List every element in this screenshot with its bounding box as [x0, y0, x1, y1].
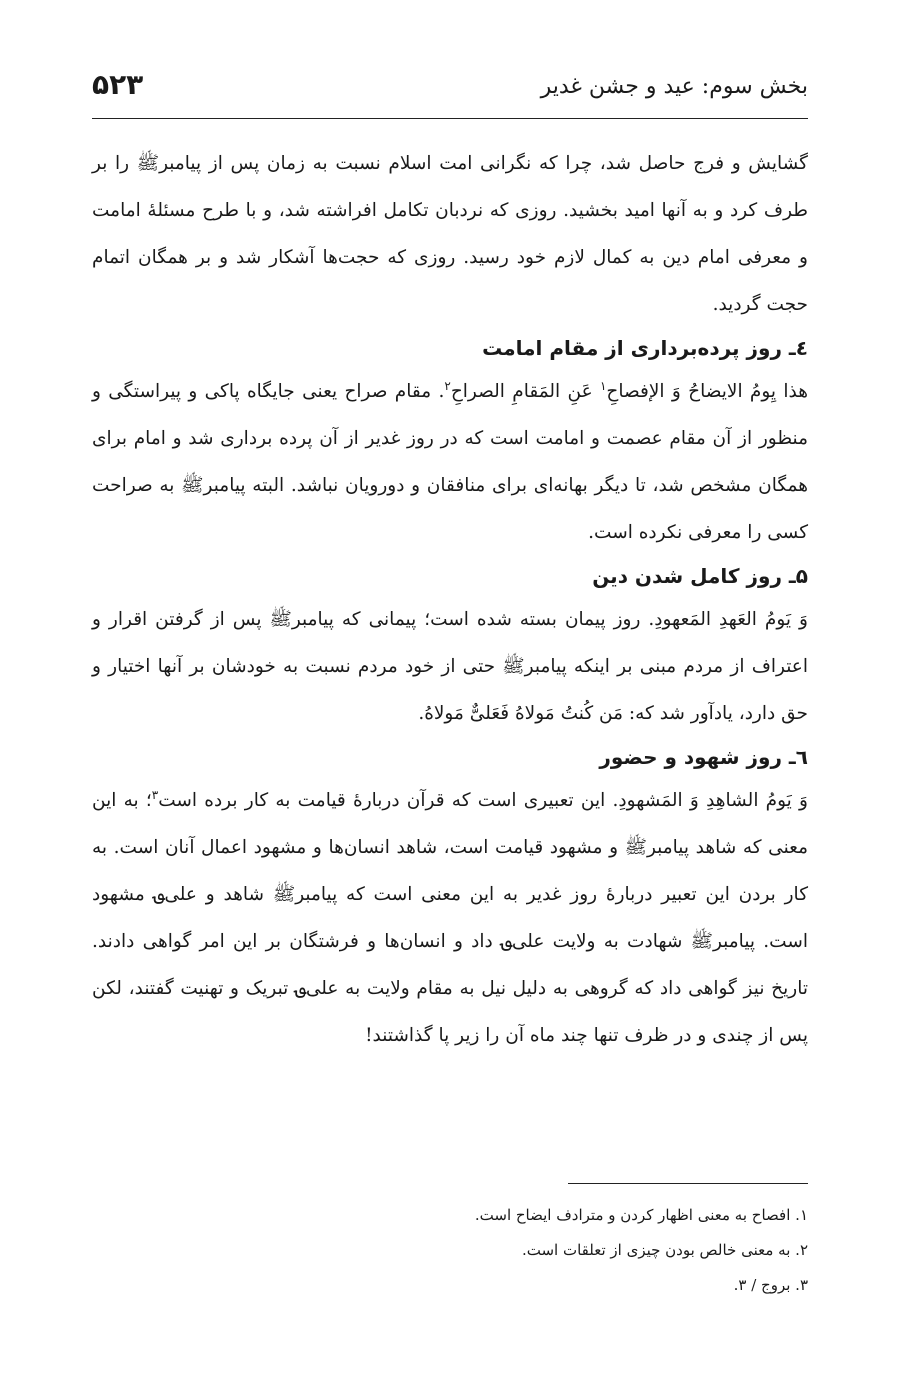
- paragraph-text: . مقام صراح یعنی جایگاه پاکی و پیراستگی و منظور از آن مقام عصمت و امامت است که در روز غدیر از آن پرده برداری شد و امام برای همگان مشخص شد، تا دیگر بهانه‌ای برای منافقان و دورویان نباشد. البته پیامبرﷺ به صراحت کسی را معرفی نکرده است.: [92, 381, 808, 543]
- page-header: [92, 66, 808, 119]
- quote-text: هذا یِومُ الایضاحُ وَ الإفصاحِ: [606, 381, 809, 402]
- paragraph-text-2: ؛ به این معنی که شاهد پیامبرﷺ و مشهود قیامت است، شاهد انسان‌ها و مشهود اعمال آنان است. به کار بردن این تعبیر دربارهٔ روز غدیر به این معنی است که پیامبرﷺ شاهد و علی؈ مشهود است. پیامبرﷺ شهادت به ولایت علی؈ داد و انسان‌ها و فرشتگان بر این امر گواهی دادند. تاریخ نیز گواهی داد که گروهی به دلیل نیل به مقام ولایت به علی؈ تبریک و تهنیت گفتند، لکن پس از چندی و در ظرف تنها چند ماه آن را زیر پا گذاشتند!: [92, 790, 808, 1046]
- section-heading-4: ٤ـ روز پرده‌برداری از مقام امامت: [482, 336, 808, 360]
- paragraph-section-5: وَ یَومُ العَهدِ المَعهودِ. روز پیمان بسته شده است؛ پیمانی که پیامبرﷺ پس از گرفتن اقرار و اعتراف از مردم مبنی بر اینکه پیامبرﷺ حتی از خود مردم نسبت به خودشان بر آنها اختیار و حق دارد، یادآور شد که: مَن کُنتُ مَولاهُ فَعَلیٌّ مَولاهُ.: [92, 609, 808, 724]
- footnote-2: ۲. به معنی خالص بودن چیزی از تعلقات است.: [521, 1241, 808, 1259]
- section-heading-5: ۵ـ روز کامل شدن دین: [592, 564, 808, 588]
- footnotes: [92, 1198, 808, 1303]
- footnote-divider: [568, 1183, 808, 1184]
- page-number: ۵۲۳: [92, 68, 144, 101]
- footnote-ref-2[interactable]: ۲: [444, 378, 451, 393]
- footnote-3: ۳. بروج / ۳.: [733, 1276, 808, 1294]
- footnote-1: ۱. افصاح به معنی اظهار کردن و مترادف ایضاح است.: [474, 1206, 808, 1224]
- paragraph-text: وَ یَومُ الشاهِدِ وَ المَشهودِ. این تعبیری است که قرآن دربارهٔ قیامت به کار برده است: [158, 790, 808, 811]
- paragraph-section-4: [92, 368, 808, 556]
- footnote-ref-1[interactable]: ۱: [599, 378, 607, 393]
- footnote-ref-3[interactable]: ۳: [151, 787, 159, 802]
- paragraph-section-6: [92, 777, 808, 1059]
- page-body: [92, 140, 808, 1059]
- quote-text-2: عَنِ المَقامِ الصراحِ: [450, 381, 600, 402]
- paragraph-continuation: گشایش و فرج حاصل شد، چرا که نگرانی امت اسلام نسبت به زمان پس از پیامبرﷺ را بر طرف کرد و به آنها امید بخشید. روزی که نردبان تکامل افراشته شد، و با طرح مسئلهٔ امامت و معرفی امام دین به کمال لازم خود رسید. روزی که حجت‌ها آشکار شد و بر همگان اتمام حجت گردید.: [92, 153, 808, 315]
- section-heading-6: ٦ـ روز شهود و حضور: [599, 745, 808, 769]
- running-title: بخش سوم: عید و جشن غدیر: [540, 74, 808, 99]
